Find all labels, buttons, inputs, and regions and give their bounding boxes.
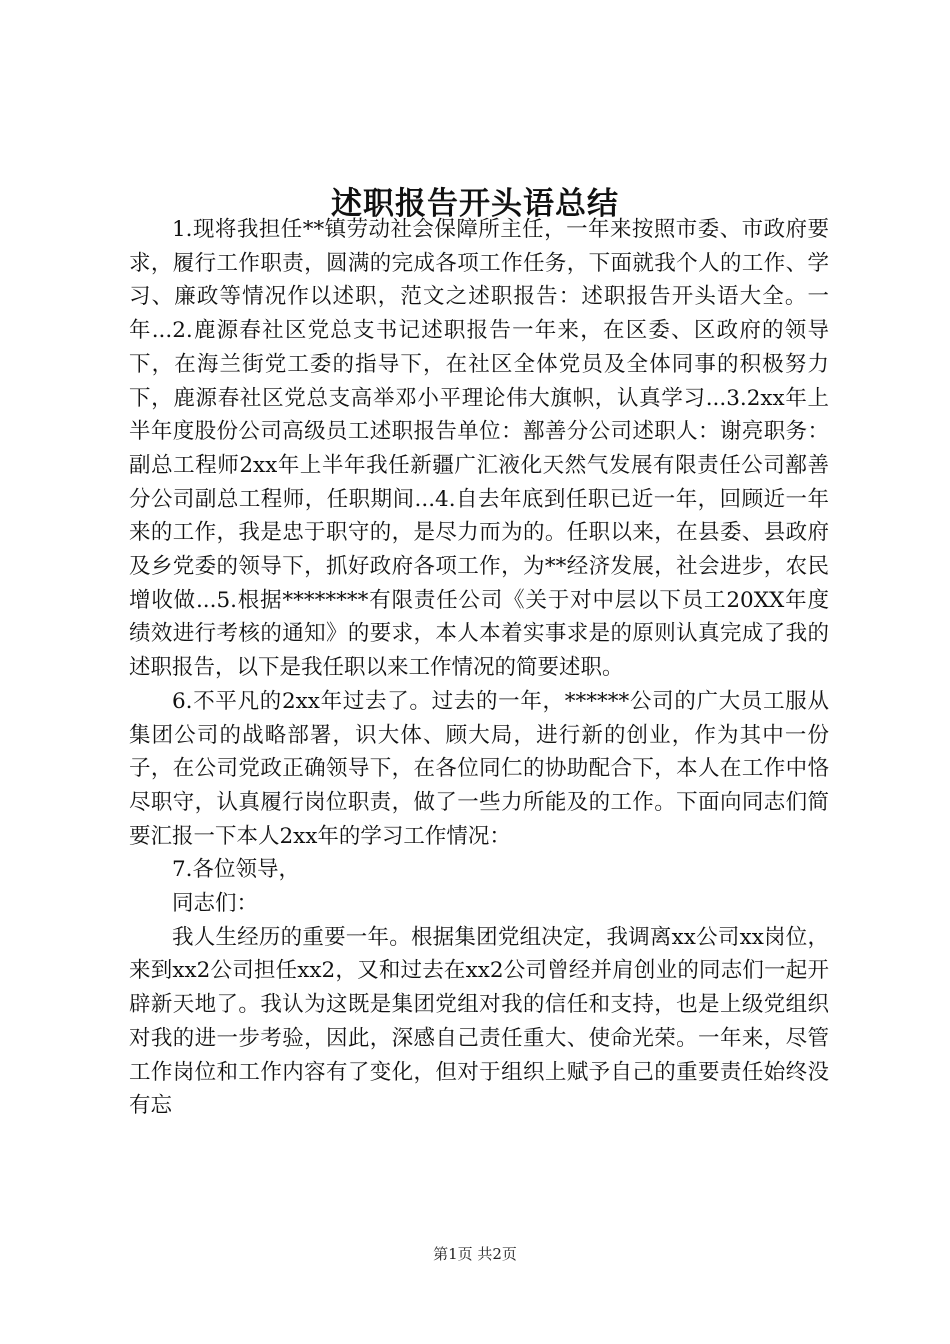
page-footer: 第1页 共2页 xyxy=(433,1245,517,1263)
paragraph-2: 6.不平凡的2xx年过去了。过去的一年，******公司的广大员工服从集团公司的战略部署，识大体、顾大局，进行新的创业，作为其中一份子，在公司党政正确领导下，在各位同仁的协助配合下，本人在工作中恪尽职守，认真履行岗位职责，做了一些力所能及的工作。下面向同志们简要汇报一下本人2xx年的学习工作情况： xyxy=(129,688,829,849)
document-title: 述职报告开头语总结 xyxy=(331,186,619,222)
paragraph-4: 同志们： xyxy=(172,891,259,917)
paragraph-1: 1.现将我担任**镇劳动社会保障所主任，一年来按照市委、市政府要求，履行工作职责，圆满的完成各项工作任务，下面就我个人的工作、学习、廉政等情况作以述职，范文之述职报告：述职报告开头语大全。一年...2.鹿源春社区党总支书记述职报告一年来，在区委、区政府的领导下，在海兰街党工委的指导下，在社区全体党员及全体同事的积极努力下，鹿源春社区党总支高举邓小平理论伟大旗帜，认真学习...3.2xx年上半年度股份公司高级员工述职报告单位：鄯善分公司述职人：谢亮职务：副总工程师2xx年上半年我任新疆广汇液化天然气发展有限责任公司鄯善分公司副总工程师，任职期间...4.自去年底到任职已近一年，回顾近一年来的工作，我是忠于职守的，是尽力而为的。任职以来，在县委、县政府及乡党委的领导下，抓好政府各项工作，为**经济发展，社会进步，农民增收做...5.根据********有限责任公司《关于对中层以下员工20XX年度绩效进行考核的通知》的要求，本人本着实事求是的原则认真完成了我的述职报告，以下是我任职以来工作情况的简要述职。 xyxy=(129,217,829,681)
paragraph-3: 7.各位领导， xyxy=(172,857,301,883)
paragraph-5: 我人生经历的重要一年。根据集团党组决定，我调离xx公司xx岗位，来到xx2公司担任xx2，又和过去在xx2公司曾经并肩创业的同志们一起开辟新天地了。我认为这既是集团党组对我的信任和支持，也是上级党组织对我的进一步考验，因此，深感自己责任重大、使命光荣。一年来，尽管工作岗位和工作内容有了变化，但对于组织上赋予自己的重要责任始终没有忘 xyxy=(129,924,829,1119)
document-body xyxy=(129,213,829,1123)
